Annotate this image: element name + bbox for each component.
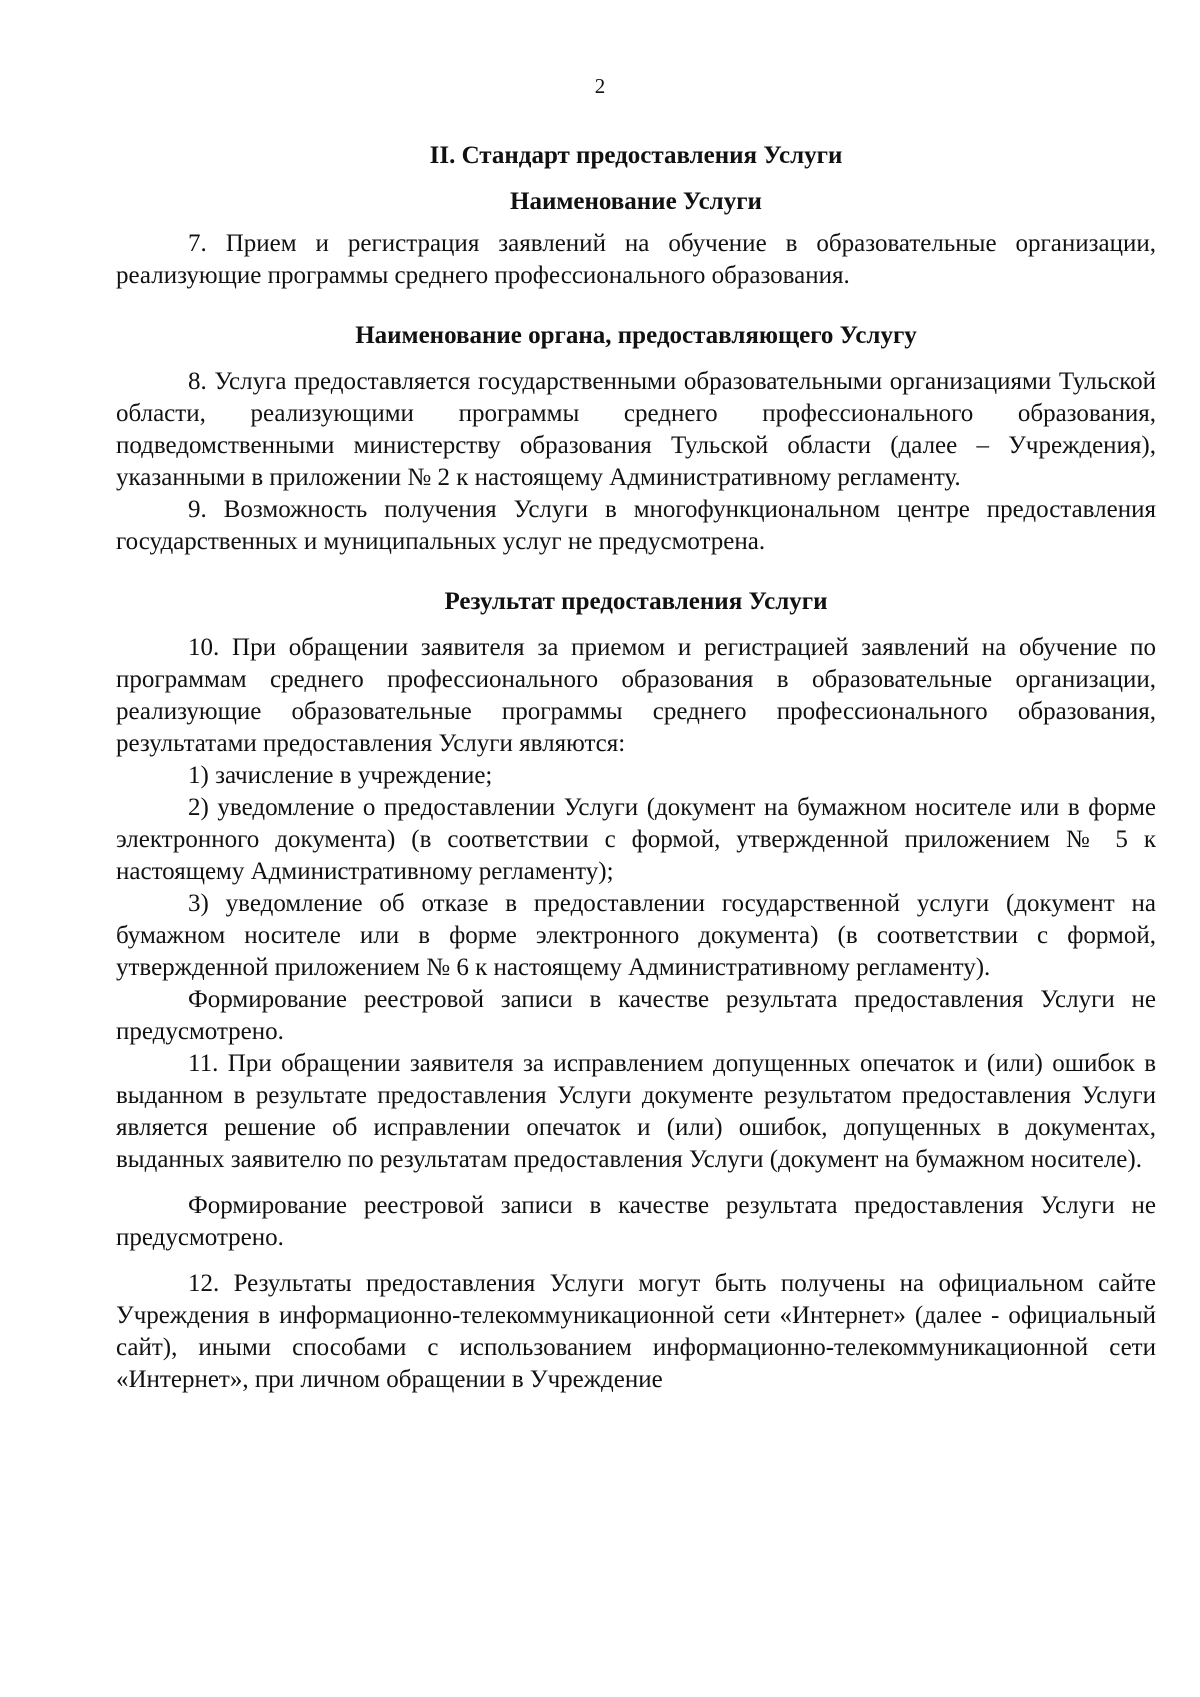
registry-note-2: Формирование реестровой записи в качестве результата предоставления Услуги не предусмотрено. [116, 1192, 1156, 1251]
paragraph-8: 8. Услуга предоставляется государственными образовательными организациями Тульской области, реализующими программы среднего профессионального образования, подведомственными министерству образования Тульской области (далее – Учреждения), указанными в приложении № 2 к настоящему Административному регламенту. [116, 368, 1156, 491]
heading-service-provider: Наименование органа, предоставляющего Услугу [355, 322, 917, 349]
list-item-2: 2) уведомление о предоставлении Услуги (документ на бумажном носителе или в форме электронного документа) (в соответствии с формой, утвержденной приложением № 5 к настоящему Административному регламенту); [116, 794, 1156, 885]
paragraph-9: 9. Возможность получения Услуги в многофункциональном центре предоставления государственных и муниципальных услуг не предусмотрена. [116, 496, 1156, 555]
list-item-1: 1) зачисление в учреждение; [188, 762, 493, 789]
paragraph-7: 7. Прием и регистрация заявлений на обучение в образовательные организации, реализующие программы среднего профессионального образования. [116, 230, 1156, 289]
section-title: II. Стандарт предоставления Услуги [429, 142, 843, 169]
paragraph-10: 10. При обращении заявителя за приемом и регистрацией заявлений на обучение по программам среднего профессионального образования в образовательные организации, реализующие образовательные программы среднего профессионального образования, результатами предоставления Услуги являются: [116, 634, 1156, 757]
registry-note-1: Формирование реестровой записи в качестве результата предоставления Услуги не предусмотрено. [116, 986, 1156, 1045]
page-number: 2 [594, 74, 606, 98]
paragraph-11: 11. При обращении заявителя за исправлением допущенных опечаток и (или) ошибок в выданном в результате предоставления Услуги документе результатом предоставления Услуги является решение об исправлении опечаток и (или) ошибок, допущенных в документах, выданных заявителю по результатам предоставления Услуги (документ на бумажном носителе). [116, 1050, 1156, 1173]
paragraph-12: 12. Результаты предоставления Услуги могут быть получены на официальном сайте Учреждения в информационно-телекоммуникационной сети «Интернет» (далее - официальный сайт), иными способами с использованием информационно-телекоммуникационной сети «Интернет», при личном обращении в Учреждение [116, 1270, 1156, 1393]
heading-service-name: Наименование Услуги [510, 188, 762, 215]
document-body [116, 140, 1156, 1396]
heading-service-result: Результат предоставления Услуги [444, 588, 828, 615]
list-item-3: 3) уведомление об отказе в предоставлении государственной услуги (документ на бумажном носителе или в форме электронного документа) (в соответствии с формой, утвержденной приложением № 6 к настоящему Административному регламенту). [116, 890, 1156, 981]
